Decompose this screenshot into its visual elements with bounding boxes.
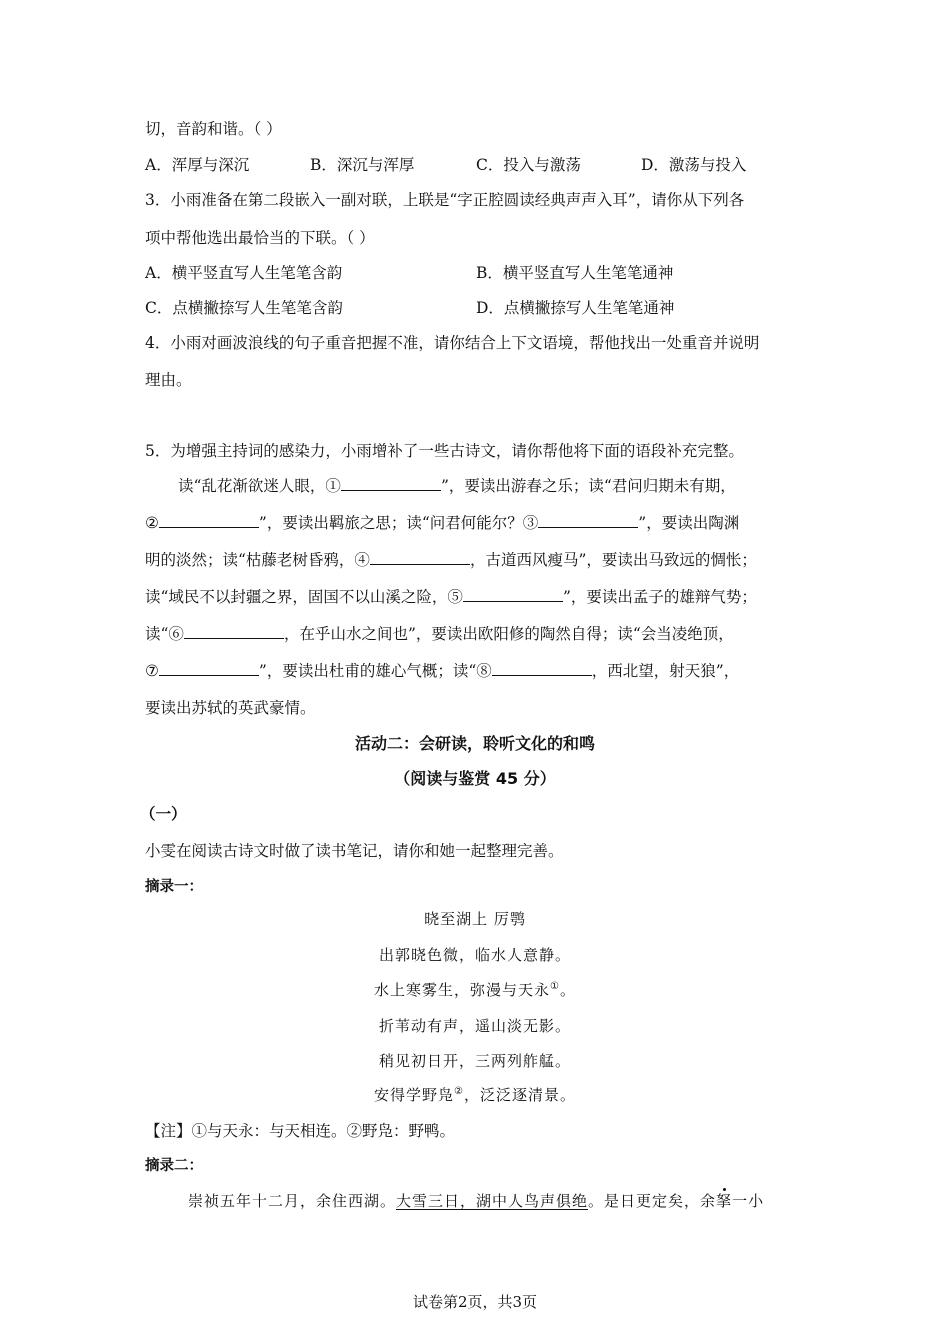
poem-line-3: 折苇动有声，遥山淡无影。 — [378, 1017, 571, 1035]
q5-text: ”，要读出陶渊 — [638, 514, 740, 532]
poem-text: 安得学野凫 — [374, 1086, 455, 1104]
poem-text: ，泛泛逐清景。 — [463, 1086, 576, 1104]
page-footer: 试卷第2页，共3页 — [412, 1293, 538, 1311]
q5-text: ”，要读出孟子的雄辩气势； — [562, 588, 757, 606]
q5-para-line7: 要读出苏轼的英武豪情。 — [145, 699, 316, 717]
q3-line1: 3．小雨准备在第二段嵌入一副对联，上联是“字正腔圆读经典声声入耳”，请你从下列各 — [145, 191, 745, 209]
answer-blank-6[interactable] — [184, 624, 284, 639]
section-one-heading: （一） — [140, 805, 187, 823]
activity-subtitle: （阅读与鉴赏 45 分） — [394, 769, 556, 788]
q5-para-line3 — [145, 549, 757, 571]
excerpt2-line1 — [188, 1190, 764, 1212]
q3-option-b: B．横平竖直写人生笔笔通神 — [476, 264, 674, 282]
q5-para-line5 — [145, 623, 734, 645]
q5-text: ，西北望，射天狼”， — [591, 662, 740, 680]
q2-option-d: D．激荡与投入 — [641, 156, 747, 174]
excerpt2-text: 崇祯五年十二月，余住西湖。 — [188, 1192, 397, 1210]
q5-text: 读“⑥ — [145, 625, 184, 643]
excerpt2-text: 。是日更定矣，余 — [588, 1192, 717, 1210]
answer-blank-3[interactable] — [538, 513, 638, 528]
poem-line-1: 出郭晓色微，临水人意静。 — [378, 946, 571, 964]
q4-line2: 理由。 — [145, 371, 192, 389]
q5-text: 读“域民不以封疆之界，固国不以山溪之险，⑤ — [145, 588, 463, 606]
poem-line-5 — [0, 1084, 950, 1106]
q5-text: ，古道西风瘦马”，要读出马致远的惆怅； — [469, 551, 757, 569]
q5-para-line6 — [145, 660, 739, 682]
excerpt1-label: 摘录一： — [145, 879, 203, 895]
underlined-sentence: 大雪三日，湖中人鸟声俱绝 — [396, 1192, 589, 1210]
q5-para-line2 — [145, 512, 739, 534]
poem-note: 【注】①与天永：与天相连。②野凫：野鸭。 — [145, 1122, 456, 1140]
poem-title: 晓至湖上 厉鹗 — [424, 910, 526, 928]
footnote-marker-1: ① — [550, 981, 560, 992]
q2-option-a: A．浑厚与深沉 — [145, 156, 250, 174]
dotted-character: 拏 — [716, 1192, 733, 1210]
excerpt2-text: 一小 — [732, 1192, 765, 1210]
poem-text: 水上寒雾生，弥漫与天永 — [374, 981, 551, 999]
q3-option-c: C．点横撇捺写人生笔笔含韵 — [145, 299, 343, 317]
q2-option-b: B．深沉与浑厚 — [310, 156, 415, 174]
q5-text: ，在乎山水之间也”，要读出欧阳修的陶然自得；读“会当凌绝顶， — [283, 625, 734, 643]
answer-blank-1[interactable] — [341, 476, 441, 491]
q5-text: ”，要读出杜甫的雄心气概；读“⑧ — [258, 662, 492, 680]
answer-blank-8[interactable] — [492, 661, 592, 676]
answer-blank-7[interactable] — [159, 661, 259, 676]
q5-text: ⑦ — [145, 662, 159, 680]
poem-line-4: 稍见初日开，三两列舴艋。 — [378, 1052, 571, 1070]
q5-text: ② — [145, 514, 159, 532]
q5-text: ”，要读出游春之乐；读“君问归期未有期， — [440, 477, 736, 495]
answer-blank-2[interactable] — [159, 513, 259, 528]
q3-option-d: D．点横撇捺写人生笔笔通神 — [476, 299, 675, 317]
answer-blank-4[interactable] — [370, 550, 470, 565]
poem-line-2 — [0, 979, 950, 1001]
q5-text: ”，要读出羁旅之思；读“问君何能尔？③ — [258, 514, 539, 532]
q2-option-c: C．投入与激荡 — [476, 156, 581, 174]
q5-para-line1 — [178, 475, 736, 497]
intro-text: 小雯在阅读古诗文时做了读书笔记，请你和她一起整理完善。 — [145, 842, 564, 860]
q4-line1: 4．小雨对画波浪线的句子重音把握不准，请你结合上下文语境，帮他找出一处重音并说明 — [145, 334, 760, 352]
q5-line1: 5．为增强主持词的感染力，小雨增补了一些古诗文，请你帮他将下面的语段补充完整。 — [145, 442, 744, 460]
activity-title: 活动二：会研读，聆听文化的和鸣 — [354, 734, 595, 753]
footnote-marker-2: ② — [454, 1086, 464, 1097]
poem-text: 。 — [559, 981, 576, 999]
q3-option-a: A．横平竖直写人生笔笔含韵 — [145, 264, 343, 282]
answer-blank-5[interactable] — [463, 587, 563, 602]
q5-para-line4 — [145, 586, 757, 608]
q5-text: 明的淡然；读“枯藤老树昏鸦，④ — [145, 551, 370, 569]
q5-text: 读“乱花渐欲迷人眼，① — [178, 477, 341, 495]
q2-tail: 切，音韵和谐。（ ） — [145, 120, 282, 138]
excerpt2-label: 摘录二： — [145, 1158, 203, 1174]
q3-line2: 项中帮他选出最恰当的下联。（ ） — [145, 229, 375, 247]
